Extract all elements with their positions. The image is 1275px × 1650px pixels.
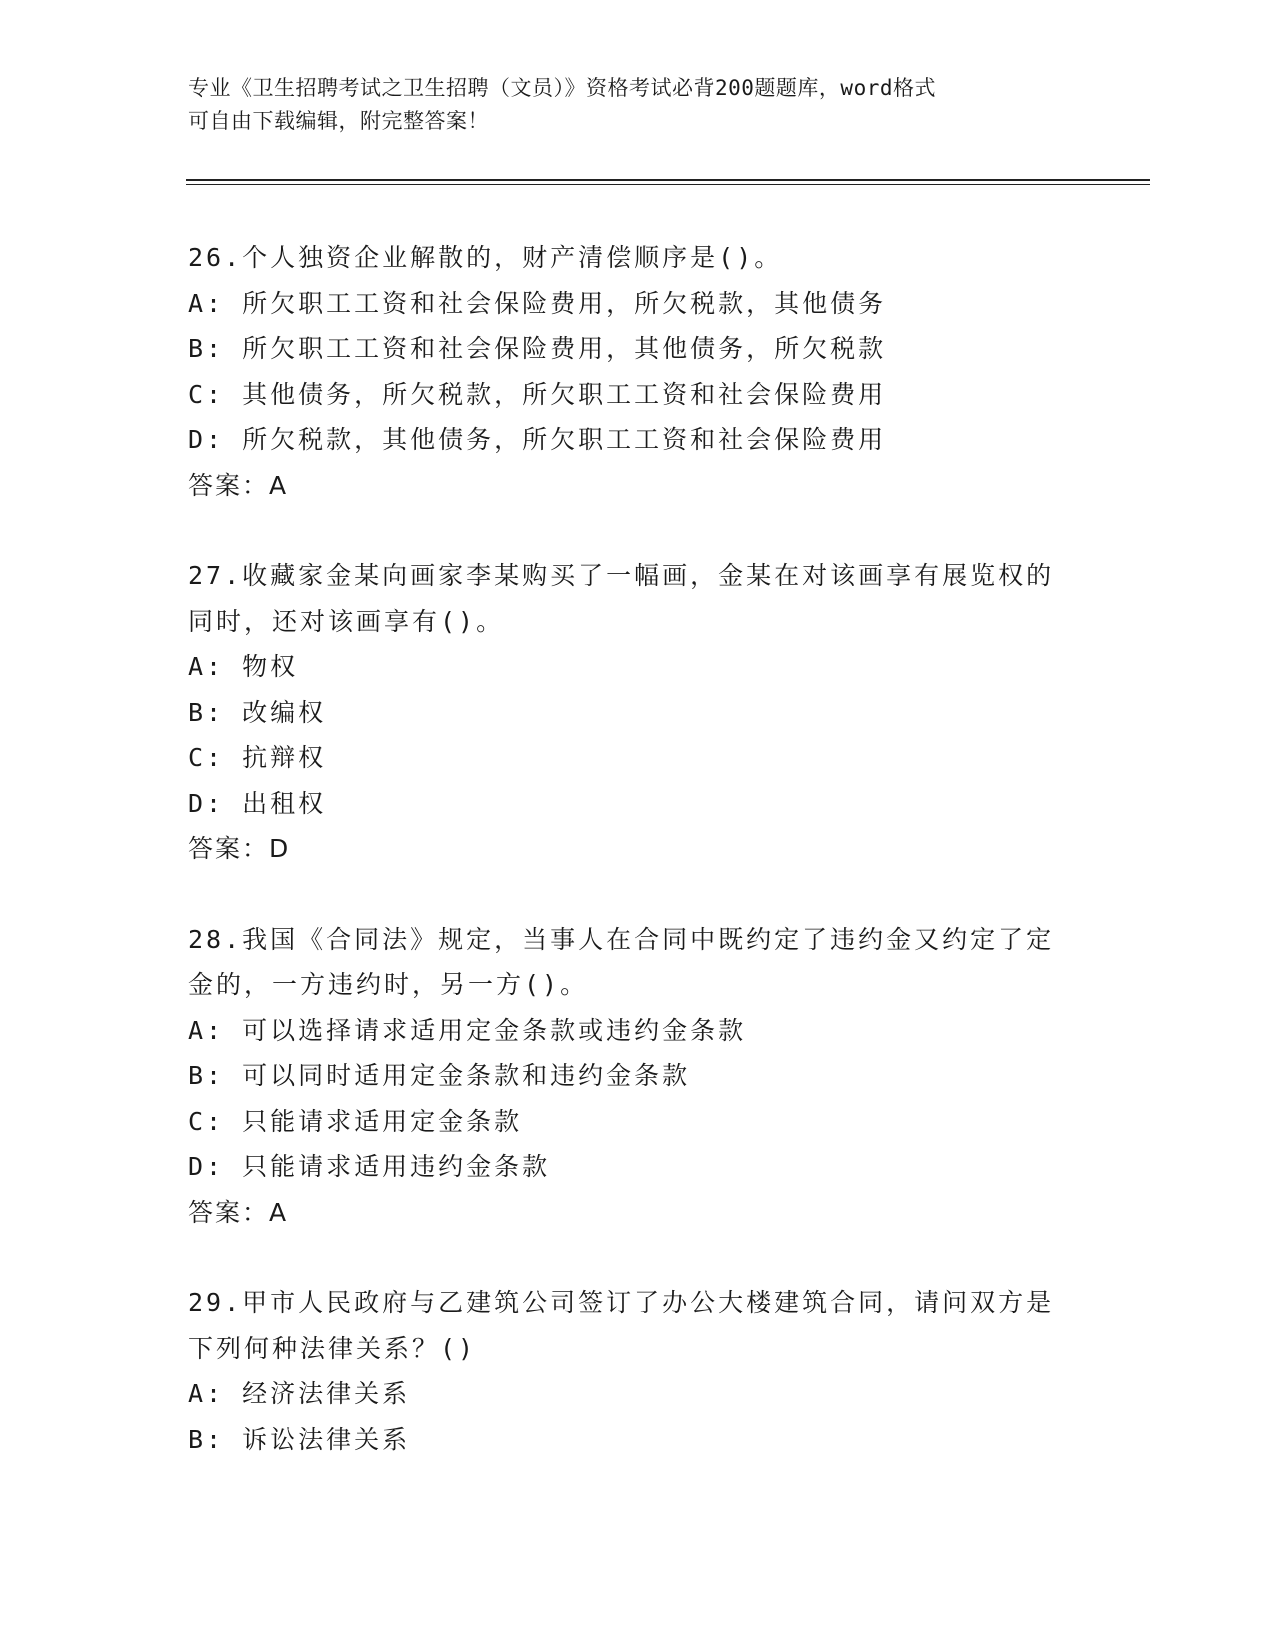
option-c: C: 只能请求适用定金条款 (188, 1106, 523, 1136)
question-text-cont: 同时，还对该画享有()。 (188, 606, 505, 636)
option-a: A: 经济法律关系 (188, 1379, 411, 1408)
option-d: D: 出租权 (188, 788, 327, 818)
question-list (188, 235, 1088, 1507)
answer: 答案：A (188, 1197, 289, 1227)
header-divider-thick (186, 179, 1150, 181)
question-text: 28.我国《合同法》规定，当事人在合同中既约定了违约金又约定了定 (188, 924, 1055, 954)
question-26 (188, 235, 1088, 508)
question-28 (188, 917, 1088, 1236)
question-text-cont: 金的，一方违约时，另一方()。 (188, 970, 589, 999)
question-29 (188, 1280, 1088, 1462)
question-text-cont: 下列何种法律关系？() (188, 1333, 477, 1363)
question-text: 27.收藏家金某向画家李某购买了一幅画，金某在对该画享有展览权的 (188, 561, 1055, 590)
option-c: C: 其他债务，所欠税款，所欠职工工资和社会保险费用 (188, 379, 887, 409)
question-text: 29.甲市人民政府与乙建筑公司签订了办公大楼建筑合同，请问双方是 (188, 1288, 1055, 1317)
option-d: D: 只能请求适用违约金条款 (188, 1152, 551, 1181)
header-line-2: 可自由下载编辑，附完整答案！ (188, 109, 489, 133)
option-b: B: 所欠职工工资和社会保险费用，其他债务，所欠税款 (188, 334, 887, 363)
option-a: A: 可以选择请求适用定金条款或违约金条款 (188, 1015, 747, 1045)
option-a: A: 所欠职工工资和社会保险费用，所欠税款，其他债务 (188, 288, 887, 318)
option-c: C: 抗辩权 (188, 743, 327, 772)
page-header (188, 72, 1088, 138)
header-line-1: 专业《卫生招聘考试之卫生招聘（文员）》资格考试必背200题题库，word格式 (188, 76, 936, 100)
option-b: B: 改编权 (188, 697, 327, 727)
question-27 (188, 553, 1088, 872)
option-b: B: 诉讼法律关系 (188, 1424, 411, 1454)
answer: 答案：D (188, 834, 291, 863)
option-a: A: 物权 (188, 652, 299, 681)
question-text: 26.个人独资企业解散的，财产清偿顺序是()。 (188, 243, 783, 272)
option-b: B: 可以同时适用定金条款和违约金条款 (188, 1061, 691, 1090)
option-d: D: 所欠税款，其他债务，所欠职工工资和社会保险费用 (188, 425, 887, 454)
header-divider-thin (186, 184, 1150, 185)
answer: 答案：A (188, 470, 289, 500)
